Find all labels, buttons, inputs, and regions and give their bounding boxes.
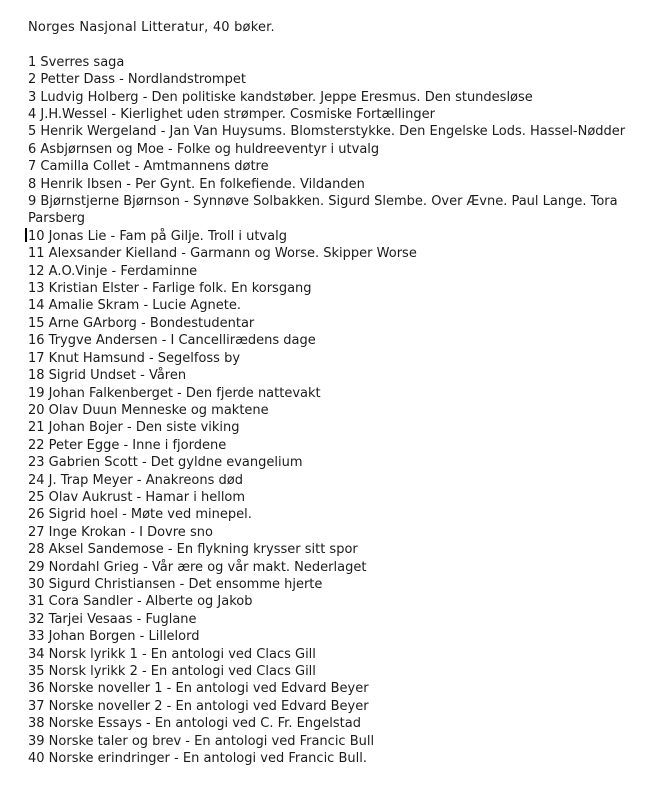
line-text: 22 Peter Egge - Inne i fjordene [28,437,227,453]
list-line[interactable] [28,123,648,140]
line-text: 9 Bjørnstjerne Bjørnson - Synnøve Solbakken. Sigurd Slembe. Over Ævne. Paul Lange. Tora Parsberg [28,194,618,227]
line-text: 12 A.O.Vinje - Ferdaminne [28,263,198,279]
list-line[interactable] [28,158,648,175]
line-text: 37 Norske noveller 2 - En antologi ved Edvard Beyer [28,698,369,714]
list-line[interactable] [28,593,648,610]
list-line[interactable] [28,559,648,576]
list-line[interactable] [28,472,648,489]
line-text: 32 Tarjei Vesaas - Fuglane [28,611,197,627]
list-line[interactable] [28,297,648,314]
line-text: 29 Nordahl Grieg - Vår ære og vår makt. Nederlaget [28,559,367,575]
list-line[interactable] [28,611,648,628]
line-text: 27 Inge Krokan - I Dovre sno [28,524,213,540]
line-text: 30 Sigurd Christiansen - Det ensomme hjerte [28,576,323,592]
line-text: 16 Trygve Andersen - I Cancellirædens dage [28,333,316,349]
line-text: 31 Cora Sandler - Alberte og Jakob [28,594,253,610]
line-text: 24 J. Trap Meyer - Anakreons død [28,472,243,488]
list-line[interactable] [28,489,648,506]
line-text: 10 Jonas Lie - Fam på Gilje. Troll i utvalg [28,228,287,244]
line-text: 11 Alexsander Kielland - Garmann og Worse. Skipper Worse [28,246,417,262]
list-line[interactable] [28,106,648,123]
line-text: 23 Gabrien Scott - Det gyldne evangelium [28,455,303,471]
list-line[interactable] [28,54,648,71]
line-text: 18 Sigrid Undset - Våren [28,368,187,384]
list-line[interactable] [28,680,648,697]
document-title: Norges Nasjonal Litteratur, 40 bøker. [28,20,275,35]
list-line[interactable] [28,419,648,436]
line-text: 21 Johan Bojer - Den siste viking [28,420,240,436]
list-line[interactable] [28,541,648,558]
line-text: 14 Amalie Skram - Lucie Agnete. [28,298,242,314]
line-text: 6 Asbjørnsen og Moe - Folke og huldreeventyr i utvalg [28,141,380,157]
line-text: 3 Ludvig Holberg - Den politiske kandstøber. Jeppe Eresmus. Den stundesløse [28,89,533,105]
line-text: 13 Kristian Elster - Farlige folk. En korsgang [28,281,312,297]
line-text: 34 Norsk lyrikk 1 - En antologi ved Clacs Gill [28,646,316,662]
list-line[interactable] [28,576,648,593]
list-line[interactable] [28,437,648,454]
list-line[interactable] [28,750,648,767]
line-text: 15 Arne GArborg - Bondestudentar [28,315,255,331]
line-text: 20 Olav Duun Menneske og maktene [28,402,269,418]
list-line[interactable] [28,733,648,750]
line-text: 1 Sverres saga [28,54,125,70]
line-text: 40 Norske erindringer - En antologi ved Francic Bull. [28,751,367,767]
list-line[interactable] [28,402,648,419]
line-text: 39 Norske taler og brev - En antologi ved Francic Bull [28,733,375,749]
list-line[interactable] [28,193,648,228]
text-cursor [25,228,27,242]
list-line[interactable] [28,263,648,280]
list-line[interactable] [28,315,648,332]
list-line[interactable] [28,628,648,645]
list-line[interactable] [28,715,648,732]
line-text: 17 Knut Hamsund - Segelfoss by [28,350,241,366]
list-line[interactable] [28,350,648,367]
list-line[interactable] [28,89,648,106]
list-line[interactable] [28,506,648,523]
line-text: 33 Johan Borgen - Lillelord [28,629,200,645]
list-line[interactable] [28,71,648,88]
line-text: 38 Norske Essays - En antologi ved C. Fr. Engelstad [28,716,361,732]
line-text: 35 Norsk lyrikk 2 - En antologi ved Clacs Gill [28,664,316,680]
list-line[interactable] [28,280,648,297]
line-text: 4 J.H.Wessel - Kierlighet uden strømper. Cosmiske Fortællinger [28,107,435,123]
list-line[interactable] [28,367,648,384]
line-text: 7 Camilla Collet - Amtmannens døtre [28,159,269,175]
list-line[interactable] [28,176,648,193]
list-line[interactable] [28,141,648,158]
list-line[interactable] [28,646,648,663]
list-line-with-cursor[interactable] [28,228,648,245]
list-line[interactable] [28,524,648,541]
line-text: 8 Henrik Ibsen - Per Gynt. En folkefiende. Vildanden [28,176,365,192]
list-line[interactable] [28,245,648,262]
list-line[interactable] [28,332,648,349]
list-line[interactable] [28,454,648,471]
list-line[interactable] [28,663,648,680]
list-line[interactable] [28,698,648,715]
line-text: 26 Sigrid hoel - Møte ved minepel. [28,507,252,523]
list-line[interactable] [28,385,648,402]
line-text: 5 Henrik Wergeland - Jan Van Huysums. Blomsterstykke. Den Engelske Lods. Hassel-Nødder [28,124,626,140]
line-text: 2 Petter Dass - Nordlandstrompet [28,72,246,88]
line-text: 36 Norske noveller 1 - En antologi ved Edvard Beyer [28,681,369,697]
line-text: 28 Aksel Sandemose - En flykning krysser sitt spor [28,542,358,558]
line-text: 19 Johan Falkenberget - Den fjerde nattevakt [28,385,321,401]
line-text: 25 Olav Aukrust - Hamar i hellom [28,489,246,505]
